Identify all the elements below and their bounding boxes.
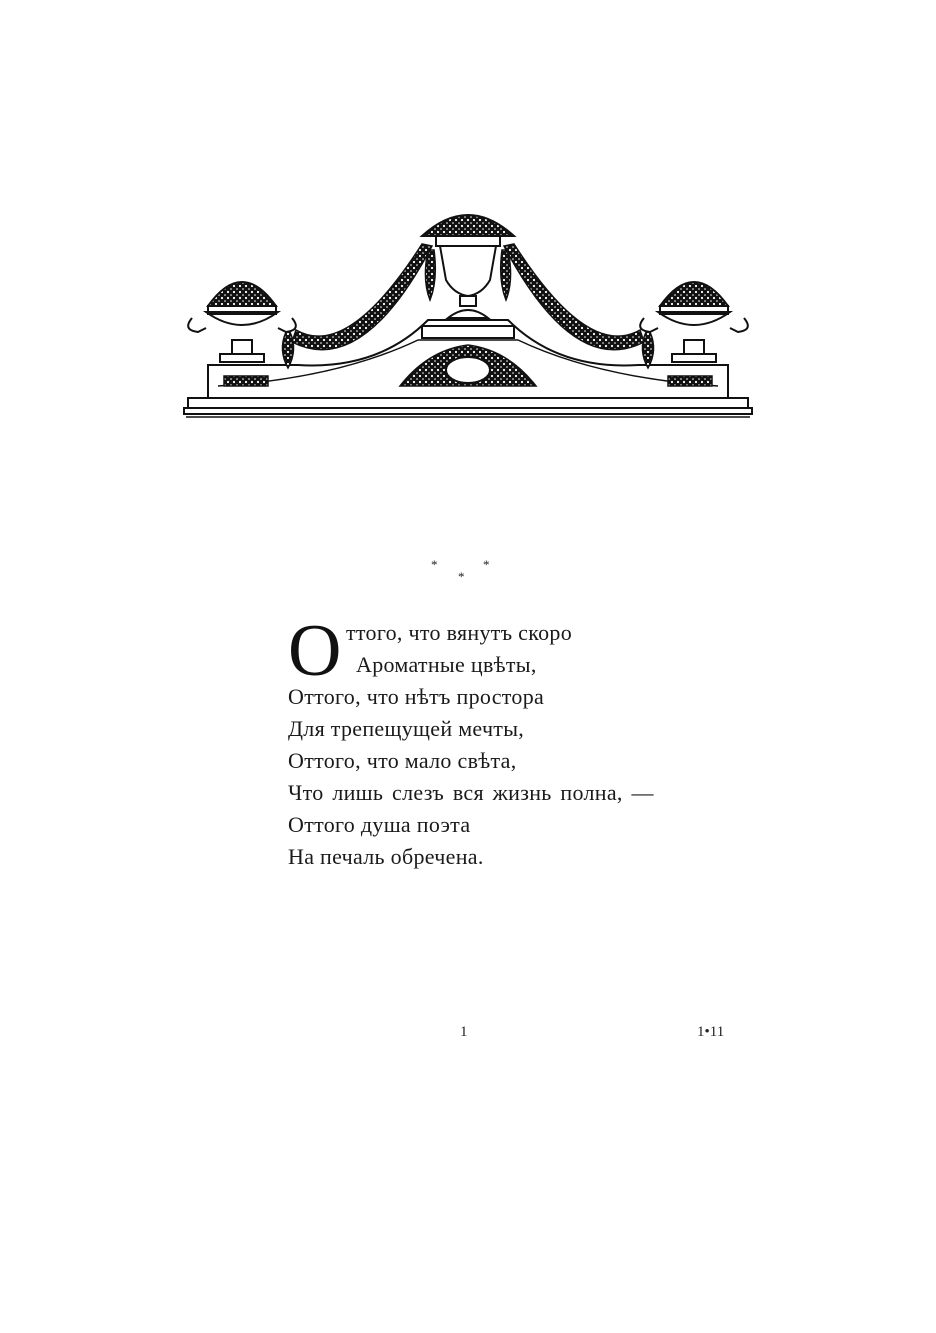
poem-line: Ароматные цвѣты, xyxy=(356,652,537,677)
drop-cap: О xyxy=(288,610,342,692)
poem-line: Оттого, что нѣтъ простора xyxy=(288,684,545,709)
asterism-star: * xyxy=(458,569,465,584)
printer-signature: 1•11 xyxy=(697,1024,725,1040)
urn-garland-ornament-icon xyxy=(178,200,758,430)
page-number: 1 xyxy=(460,1024,468,1040)
poem-line: Что лишь слезъ вся жизнь полна, — xyxy=(288,780,654,805)
poem-line: Оттого душа поэта xyxy=(288,812,471,837)
asterism xyxy=(425,556,505,586)
poem-line: ттого, что вянутъ скоро xyxy=(346,620,573,645)
asterism-star: * xyxy=(431,557,438,572)
poem-line: Оттого, что мало свѣта, xyxy=(288,748,517,773)
poem-line: На печаль обречена. xyxy=(288,844,484,869)
asterism-star: * xyxy=(483,557,490,572)
poem-line: Для трепещущей мечты, xyxy=(288,716,525,741)
